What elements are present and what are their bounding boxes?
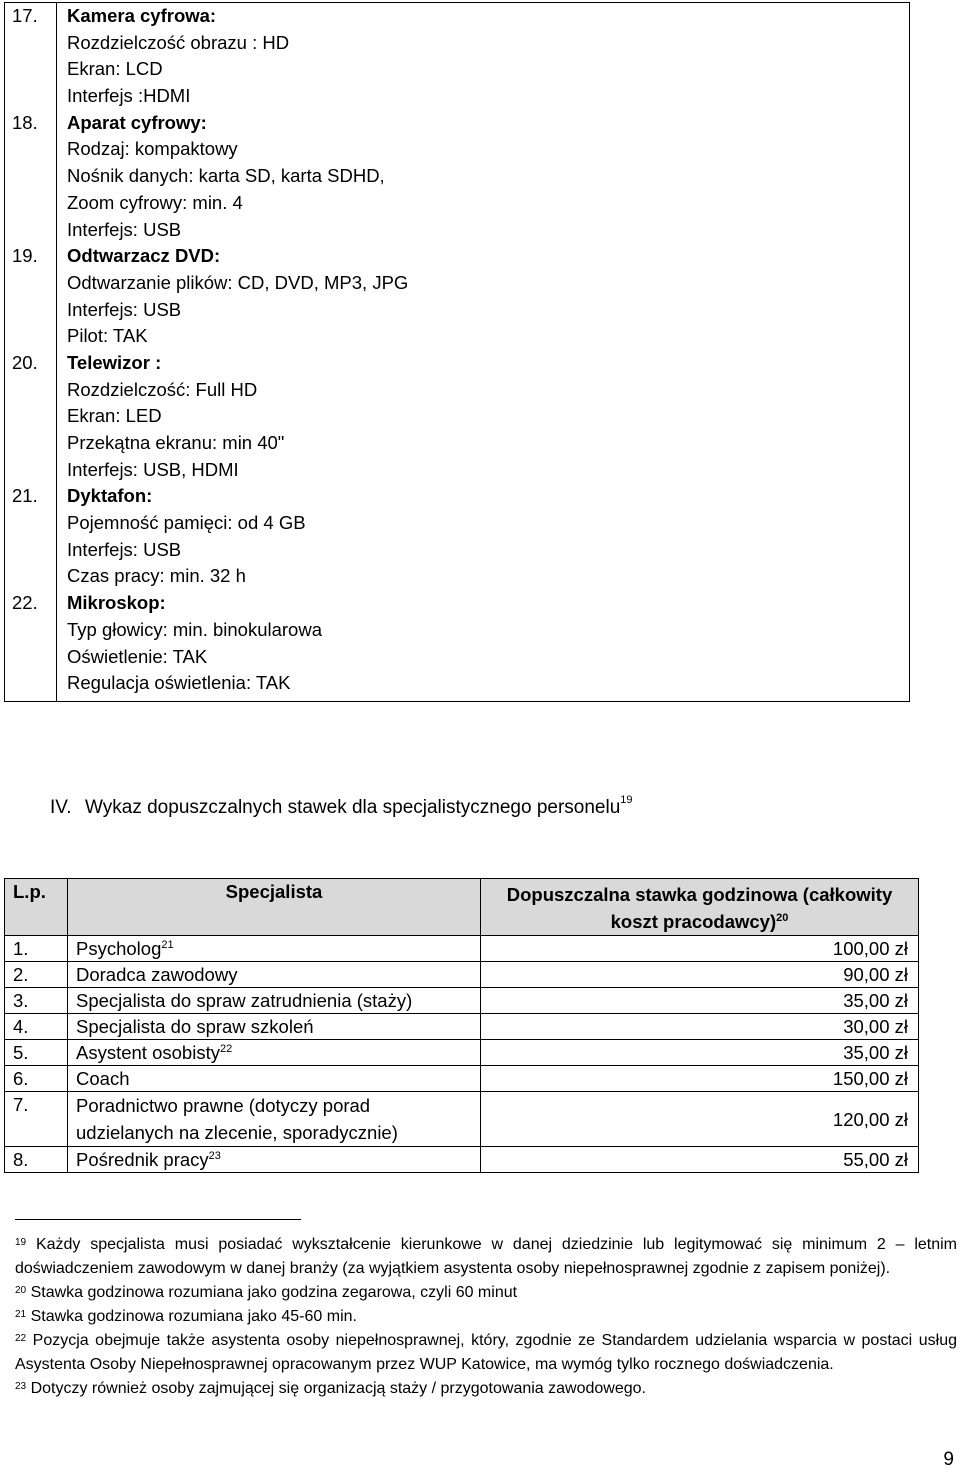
equipment-spec: Rozdzielczość: Full HD bbox=[67, 378, 258, 400]
equipment-number: 21. bbox=[12, 485, 38, 507]
row-specialist: Specjalista do spraw zatrudnienia (staży) bbox=[68, 988, 481, 1014]
footnote-ref: 23 bbox=[208, 1150, 221, 1162]
equipment-item bbox=[67, 483, 909, 590]
row-specialist: Poradnictwo prawne (dotyczy porad udzielanych na zlecenie, sporadycznie) bbox=[68, 1092, 481, 1147]
table-row bbox=[5, 1147, 919, 1173]
equipment-number: 19. bbox=[12, 245, 38, 267]
footnote-number: 19 bbox=[15, 1237, 27, 1248]
table-row bbox=[5, 1066, 919, 1092]
row-lp: 3. bbox=[5, 988, 68, 1014]
equipment-spec: Pilot: TAK bbox=[67, 325, 148, 347]
footnote: $^{19}$ Każdy specjalista musi posiadać wykształcenie kierunkowe w danej dziedzinie lub legitymować się minimum 2 – letnim doświadczeniem zawodowym w danej branży (za wyjątkiem asystenta osoby niepełnosprawnej zgodnie z zapisem poniżej). bbox=[15, 1236, 957, 1277]
footnote-ref: 22 bbox=[219, 1043, 233, 1055]
row-lp: 6. bbox=[5, 1066, 68, 1092]
equipment-spec: Czas pracy: min. 32 h bbox=[67, 565, 246, 587]
equipment-spec: Rozdzielczość obrazu : HD bbox=[67, 31, 290, 53]
row-specialist: Specjalista do spraw szkoleń bbox=[68, 1014, 481, 1040]
footnote-number: 22 bbox=[15, 1333, 27, 1344]
footnote-separator bbox=[15, 1219, 301, 1220]
equipment-spec: Interfejs :HDMI bbox=[67, 85, 191, 107]
page-number: 9 bbox=[943, 1449, 954, 1470]
equipment-item bbox=[67, 243, 909, 350]
section-number: IV. bbox=[50, 797, 72, 818]
row-lp: 1. bbox=[5, 936, 68, 962]
equipment-spec: Pojemność pamięci: od 4 GB bbox=[67, 512, 306, 534]
rates-header-row bbox=[5, 879, 919, 936]
equipment-title: Odtwarzacz DVD: bbox=[67, 245, 221, 267]
row-lp: 7. bbox=[5, 1092, 68, 1147]
equipment-spec: Przekątna ekranu: min 40" bbox=[67, 432, 285, 453]
equipment-spec: Zoom cyfrowy: min. 4 bbox=[67, 191, 243, 213]
row-lp: 5. bbox=[5, 1040, 68, 1066]
table-row bbox=[5, 962, 919, 988]
equipment-number: 20. bbox=[12, 351, 38, 373]
header-rate-line1: Dopuszczalna stawka godzinowa (całkowity bbox=[506, 884, 893, 905]
row-specialist: Doradca zawodowy bbox=[68, 962, 481, 988]
footnote-ref: 20 bbox=[776, 912, 789, 924]
table-row bbox=[5, 1092, 919, 1147]
table-row bbox=[5, 936, 919, 962]
row-rate: 150,00 zł bbox=[481, 1066, 919, 1092]
row-lp: 4. bbox=[5, 1014, 68, 1040]
section-heading bbox=[50, 794, 633, 819]
footnote-ref: 21 bbox=[161, 939, 174, 951]
equipment-item bbox=[67, 3, 909, 110]
equipment-spec: Interfejs: USB bbox=[67, 218, 182, 240]
footnote: $^{20}$ Stawka godzinowa rozumiana jako godzina zegarowa, czyli 60 minut bbox=[15, 1284, 518, 1301]
section-title: Wykaz dopuszczalnych stawek dla specjalistycznego personelu bbox=[85, 797, 621, 818]
footnote-number: 20 bbox=[15, 1285, 27, 1296]
equipment-spec: Interfejs: USB bbox=[67, 538, 182, 560]
equipment-title: Mikroskop: bbox=[67, 592, 166, 614]
table-row bbox=[5, 1014, 919, 1040]
row-rate: 90,00 zł bbox=[481, 962, 919, 988]
equipment-spec: Rodzaj: kompaktowy bbox=[67, 138, 238, 160]
row-specialist: Psycholog$^{21}$ bbox=[68, 936, 481, 962]
header-specialist: Specjalista bbox=[68, 879, 481, 936]
footnote-number: 21 bbox=[15, 1309, 27, 1320]
equipment-title: Telewizor : bbox=[67, 351, 162, 373]
row-lp: 8. bbox=[5, 1147, 68, 1173]
equipment-description-column bbox=[57, 3, 910, 702]
footnote-ref: 19 bbox=[620, 794, 633, 806]
footnote: $^{22}$ Pozycja obejmuje także asystenta osoby niepełnosprawnej, który, zgodnie ze Standardem udzielania wsparcia w postaci usług Asystenta Osoby Niepełnosprawnej opracowanym przez WUP Katowice, ma wymóg tylko rocznego doświadczenia. bbox=[15, 1332, 957, 1373]
equipment-table bbox=[4, 2, 910, 702]
equipment-spec: Oświetlenie: TAK bbox=[67, 645, 208, 667]
header-lp: L.p. bbox=[5, 879, 68, 936]
row-rate: 30,00 zł bbox=[481, 1014, 919, 1040]
equipment-number: 18. bbox=[12, 111, 38, 133]
rates-table bbox=[4, 878, 919, 1173]
equipment-title: Dyktafon: bbox=[67, 485, 153, 507]
header-rate-line2: koszt pracodawcy) bbox=[610, 911, 777, 932]
equipment-spec: Ekran: LCD bbox=[67, 58, 163, 80]
equipment-spec: Interfejs: USB bbox=[67, 298, 182, 320]
equipment-item bbox=[67, 110, 909, 243]
row-rate: 100,00 zł bbox=[481, 936, 919, 962]
row-rate: 55,00 zł bbox=[481, 1147, 919, 1173]
footnote: $^{21}$ Stawka godzinowa rozumiana jako 45-60 min. bbox=[15, 1308, 357, 1325]
equipment-item bbox=[67, 350, 909, 483]
equipment-spec: Ekran: LED bbox=[67, 405, 162, 427]
row-specialist: Pośrednik pracy$^{23}$ bbox=[68, 1147, 481, 1173]
footnotes bbox=[15, 1233, 957, 1401]
equipment-number: 17. bbox=[12, 5, 38, 26]
footnote: $^{23}$ Dotyczy również osoby zajmującej się organizacją staży / przygotowania zawodowego. bbox=[15, 1380, 646, 1397]
equipment-number: 22. bbox=[12, 592, 38, 614]
equipment-spec: Typ głowicy: min. binokularowa bbox=[67, 618, 322, 640]
equipment-number-column bbox=[5, 3, 57, 702]
equipment-spec: Regulacja oświetlenia: TAK bbox=[67, 672, 291, 694]
row-specialist: Asystent osobisty$^{22}$ bbox=[68, 1040, 481, 1066]
row-rate: 35,00 zł bbox=[481, 988, 919, 1014]
equipment-title: Kamera cyfrowa: bbox=[67, 5, 217, 26]
footnote-number: 23 bbox=[15, 1381, 27, 1392]
table-row bbox=[5, 1040, 919, 1066]
header-rate bbox=[481, 879, 919, 936]
row-specialist: Coach bbox=[68, 1066, 481, 1092]
table-row bbox=[5, 988, 919, 1014]
row-rate: 35,00 zł bbox=[481, 1040, 919, 1066]
equipment-spec: Interfejs: USB, HDMI bbox=[67, 458, 239, 480]
row-lp: 2. bbox=[5, 962, 68, 988]
equipment-item bbox=[67, 590, 909, 697]
equipment-spec: Nośnik danych: karta SD, karta SDHD, bbox=[67, 165, 385, 187]
equipment-spec: Odtwarzanie plików: CD, DVD, MP3, JPG bbox=[67, 271, 409, 293]
row-rate: 120,00 zł bbox=[481, 1092, 919, 1147]
equipment-title: Aparat cyfrowy: bbox=[67, 111, 207, 133]
